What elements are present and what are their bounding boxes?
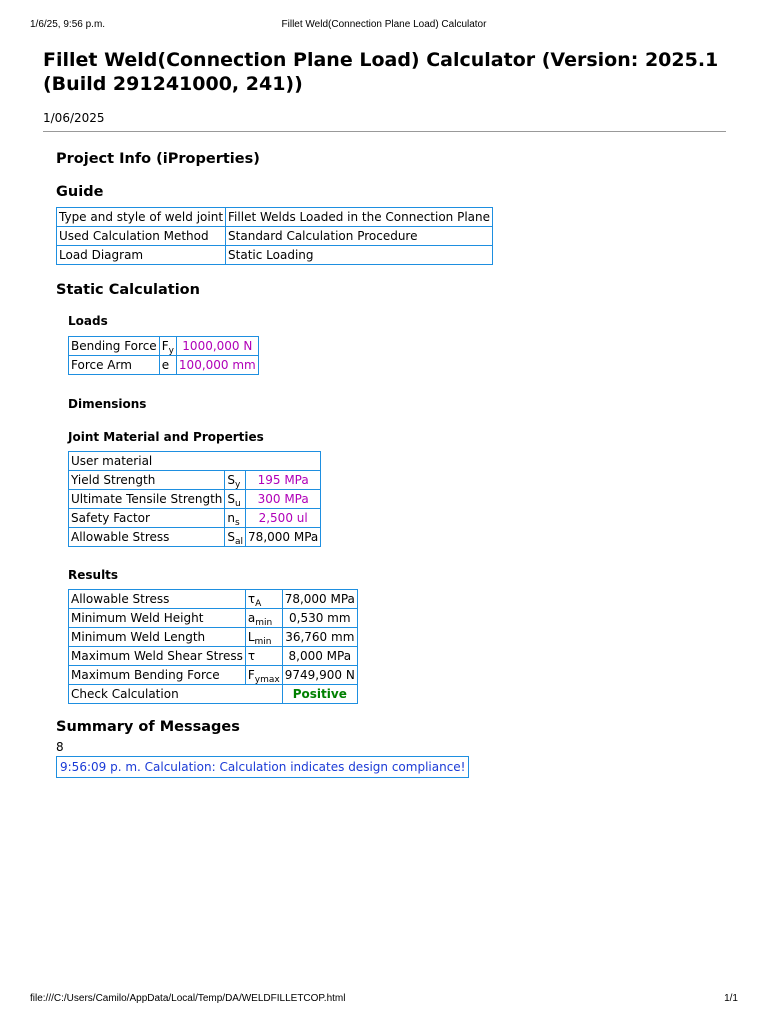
result-value: 36,760 mm (282, 628, 357, 647)
table-row (69, 452, 321, 471)
loads-table (68, 336, 259, 375)
material-label: Safety Factor (69, 509, 225, 528)
table-row (69, 528, 321, 547)
material-symbol: $S_u$ (225, 490, 246, 509)
material-value: 195 MPa (246, 471, 321, 490)
guide-table (56, 207, 493, 265)
table-row (69, 471, 321, 490)
material-label: Ultimate Tensile Strength (69, 490, 225, 509)
guide-value: Static Loading (226, 246, 493, 265)
guide-heading: Guide (56, 184, 104, 200)
loads-heading: Loads (68, 314, 108, 328)
table-row (57, 227, 493, 246)
document-title: Fillet Weld(Connection Plane Load) Calculator (Version: 2025.1 (Build 291241000, 241)) (43, 49, 719, 95)
material-symbol: $n_s$ (225, 509, 246, 528)
check-calculation-label: Check Calculation (69, 685, 283, 704)
messages-count: 8 (56, 740, 64, 754)
table-row (57, 208, 493, 227)
material-label: Allowable Stress (69, 528, 225, 547)
material-label: Yield Strength (69, 471, 225, 490)
load-label: Force Arm (69, 356, 160, 375)
document (43, 48, 726, 778)
result-symbol: $a_{min}$ (245, 609, 282, 628)
material-value: 2,500 ul (246, 509, 321, 528)
load-value: 1000,000 N (176, 337, 258, 356)
table-row (69, 509, 321, 528)
result-label: Maximum Bending Force (69, 666, 246, 685)
result-label: Minimum Weld Length (69, 628, 246, 647)
material-value: 78,000 MPa (246, 528, 321, 547)
result-value: 78,000 MPa (282, 590, 357, 609)
guide-label: Load Diagram (57, 246, 226, 265)
results-heading: Results (68, 568, 119, 582)
result-symbol: $\tau_A$ (245, 590, 282, 609)
table-row (69, 666, 358, 685)
guide-value: Standard Calculation Procedure (226, 227, 493, 246)
guide-label: Type and style of weld joint (57, 208, 226, 227)
result-label: Minimum Weld Height (69, 609, 246, 628)
print-page-number: 1/1 (724, 993, 738, 1004)
result-symbol: $F_{ymax}$ (245, 666, 282, 685)
check-calculation-status: Positive (282, 685, 357, 704)
table-row (69, 628, 358, 647)
table-row (69, 609, 358, 628)
guide-value: Fillet Welds Loaded in the Connection Plane (226, 208, 493, 227)
result-value: 8,000 MPa (282, 647, 357, 666)
table-row (69, 490, 321, 509)
table-row (57, 246, 493, 265)
static-calc-heading: Static Calculation (56, 282, 200, 298)
load-symbol: e (159, 356, 176, 375)
table-row (69, 647, 358, 666)
material-table (68, 451, 321, 547)
project-info-heading: Project Info (iProperties) (56, 151, 260, 167)
result-symbol: $L_{min}$ (245, 628, 282, 647)
result-value: 0,530 mm (282, 609, 357, 628)
dimensions-heading: Dimensions (68, 397, 147, 411)
material-heading: Joint Material and Properties (68, 430, 264, 444)
material-symbol: $S_{al}$ (225, 528, 246, 547)
table-row (69, 590, 358, 609)
material-value: 300 MPa (246, 490, 321, 509)
load-value: 100,000 mm (176, 356, 258, 375)
print-page-title: Fillet Weld(Connection Plane Load) Calculator (281, 19, 487, 30)
result-value: 9749,900 N (282, 666, 357, 685)
static-calc-body (68, 313, 726, 704)
table-row (69, 337, 259, 356)
table-row (69, 356, 259, 375)
print-footer (0, 993, 768, 1007)
load-symbol: $F_y$ (159, 337, 176, 356)
table-row (69, 685, 358, 704)
content-section (56, 150, 726, 778)
print-header (0, 19, 768, 33)
title-divider (43, 131, 726, 132)
message-item: 9:56:09 p. m. Calculation: Calculation indicates design compliance! (56, 756, 469, 778)
result-symbol: τ (245, 647, 282, 666)
print-file-path: file:///C:/Users/Camilo/AppData/Local/Temp/DA/WELDFILLETCOP.html (30, 993, 346, 1004)
document-date: 1/06/2025 (43, 111, 105, 125)
result-label: Allowable Stress (69, 590, 246, 609)
messages-heading: Summary of Messages (56, 719, 240, 735)
guide-label: Used Calculation Method (57, 227, 226, 246)
print-datetime: 1/6/25, 9:56 p.m. (30, 19, 106, 30)
load-label: Bending Force (69, 337, 160, 356)
material-name: User material (69, 452, 321, 471)
material-symbol: $S_y$ (225, 471, 246, 490)
results-table (68, 589, 358, 704)
result-label: Maximum Weld Shear Stress (69, 647, 246, 666)
